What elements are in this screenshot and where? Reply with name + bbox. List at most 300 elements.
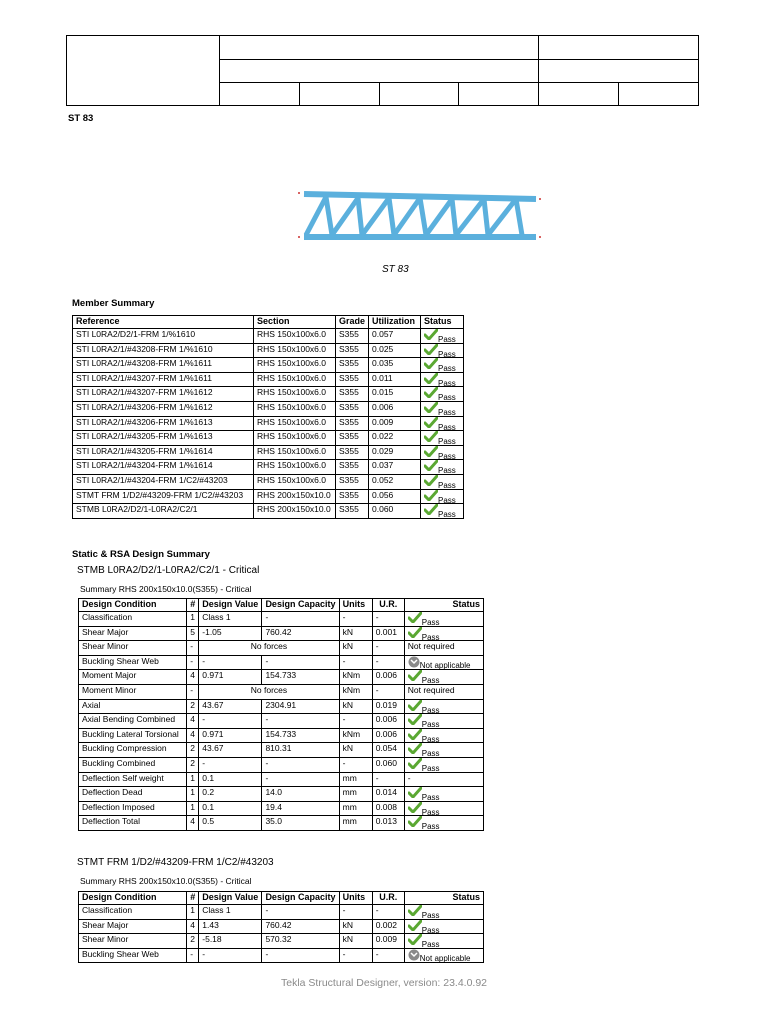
truss-web [488,199,516,235]
header-cell [539,36,699,60]
status-text: Pass [438,364,456,374]
table-cell: 0.006 [369,401,421,416]
status-cell [421,474,464,489]
table-row [73,431,464,446]
table-cell: 43.67 [199,699,262,714]
status-cell [421,343,464,358]
header-cell [379,83,459,106]
status-text: Pass [421,676,440,686]
table-cell: 4 [187,670,199,685]
table-cell: 2 [187,699,199,714]
table-cell: 0.001 [372,626,404,641]
table-cell: 1 [187,612,199,627]
table-cell: Classification [79,612,187,627]
table-cell: - [372,948,404,963]
table-cell: S355 [336,401,369,416]
truss-figure [290,185,550,245]
table-cell: STI L0RA2/1/#43206-FRM 1/%1612 [73,401,254,416]
table-cell: RHS 150x100x6.0 [254,329,336,344]
table-cell: 4 [187,728,199,743]
table-cell: 1 [187,787,199,802]
table-cell: 19.4 [262,801,339,816]
col-header: # [187,599,199,612]
table-cell: Shear Minor [79,641,187,656]
table-row [73,329,464,344]
table-cell: No forces [199,641,339,656]
table-row [73,358,464,373]
table-cell: Class 1 [199,612,262,627]
table-cell: STI L0RA2/1/#43207-FRM 1/%1612 [73,387,254,402]
table-cell: 4 [187,714,199,729]
table-row [73,416,464,431]
table-row [79,905,484,920]
truss-web [332,198,358,235]
static-design-table [78,598,484,831]
table-cell: Axial Bending Combined [79,714,187,729]
table-cell: 0.013 [372,816,404,831]
table-cell: mm [339,787,372,802]
header-logo-cell [67,36,220,106]
table-cell: Deflection Imposed [79,801,187,816]
table-cell: STMB L0RA2/D2/1-L0RA2/C2/1 [73,504,254,519]
table-cell: S355 [336,504,369,519]
table-cell: - [339,905,372,920]
table-row [73,460,464,475]
table-cell: - [372,905,404,920]
table-cell: 760.42 [262,626,339,641]
table-row [79,655,484,670]
table-cell: - [339,714,372,729]
table-cell: 0.019 [372,699,404,714]
table-cell: - [187,655,199,670]
table-row [79,948,484,963]
status-cell [421,358,464,373]
table-cell: - [262,612,339,627]
col-header: Status [421,316,464,329]
table-cell: 2304.91 [262,699,339,714]
table-cell: STI L0RA2/1/#43205-FRM 1/%1614 [73,445,254,460]
table-cell: S355 [336,329,369,344]
table-row [73,445,464,460]
table-row [79,626,484,641]
status-cell [404,655,483,670]
truss-web [452,199,456,235]
table-cell: Class 1 [199,905,262,920]
table-cell: RHS 200x150x10.0 [254,489,336,504]
check-icon [424,490,438,501]
status-cell [404,934,483,949]
table-cell: STI L0RA2/1/#43208-FRM 1/%1610 [73,343,254,358]
table-cell: - [199,757,262,772]
col-header: Design Condition [79,892,187,905]
table-cell: 4 [187,816,199,831]
table-cell: mm [339,816,372,831]
table-cell: 0.006 [372,714,404,729]
table-cell: STI L0RA2/1/#43206-FRM 1/%1613 [73,416,254,431]
table-cell: 0.009 [372,934,404,949]
table-cell: RHS 150x100x6.0 [254,387,336,402]
table-row [79,728,484,743]
table-row [79,919,484,934]
static-summary-heading: Static & RSA Design Summary [72,549,210,560]
table-cell: mm [339,801,372,816]
table-row [79,787,484,802]
table-cell: 0.2 [199,787,262,802]
table-cell: Shear Major [79,919,187,934]
status-cell [404,612,483,627]
table-cell: 0.971 [199,728,262,743]
table-cell: - [199,948,262,963]
table-cell: Deflection Total [79,816,187,831]
table-cell: Classification [79,905,187,920]
support-node [539,236,541,238]
status-text: Pass [421,705,440,715]
table-row [79,699,484,714]
table-cell: STI L0RA2/1/#43204-FRM 1/C2/#43203 [73,474,254,489]
member-summary-table [72,315,464,519]
table-cell: Buckling Compression [79,743,187,758]
table-cell: S355 [336,460,369,475]
status-text: Pass [421,618,440,627]
truss-web [358,198,362,235]
col-header: Grade [336,316,369,329]
header-cell [539,83,619,106]
check-icon [408,934,422,945]
status-cell: - [404,772,483,787]
status-text: Pass [421,925,440,935]
table-row [79,801,484,816]
status-cell [404,905,483,920]
check-icon [424,358,438,369]
header-cell [619,83,699,106]
table-cell: S355 [336,416,369,431]
status-cell [404,714,483,729]
status-cell: Not required [404,641,483,656]
table-cell: STI L0RA2/D2/1-FRM 1/%1610 [73,329,254,344]
table-cell: - [187,948,199,963]
table-row [73,504,464,519]
status-cell [421,460,464,475]
table-row [73,474,464,489]
table-cell: Deflection Dead [79,787,187,802]
status-text: Pass [438,378,456,388]
truss-drawing [304,194,536,237]
not-applicable-icon [408,949,420,961]
status-text: Pass [438,495,456,505]
status-cell [421,329,464,344]
status-text: Pass [421,734,440,744]
table-cell: kNm [339,684,372,699]
table-cell: mm [339,772,372,787]
check-icon [424,504,438,515]
check-icon [424,387,438,398]
table-cell: 0.1 [199,801,262,816]
table-cell: - [339,757,372,772]
table-row [73,372,464,387]
status-text: Pass [438,393,456,403]
table-cell: 0.057 [369,329,421,344]
table-row [79,934,484,949]
static-summary-line: Summary RHS 200x150x10.0(S355) - Critical [80,584,252,594]
status-cell [421,504,464,519]
status-cell [404,948,483,963]
table-cell: - [339,612,372,627]
header-cell [220,36,539,60]
figure-caption: ST 83 [382,264,409,275]
table-cell: - [372,641,404,656]
check-icon [408,627,422,638]
static-summary-subheading: STMB L0RA2/D2/1-L0RA2/C2/1 - Critical [77,565,260,576]
check-icon [424,329,438,340]
table-cell: 1.43 [199,919,262,934]
table-row [79,757,484,772]
second-summary-subheading: STMT FRM 1/D2/#43209-FRM 1/C2/#43203 [77,857,274,868]
table-cell: 0.015 [369,387,421,402]
truss-web [426,199,452,235]
table-cell: kN [339,743,372,758]
table-cell: Deflection Self weight [79,772,187,787]
status-text: Not applicable [419,953,471,963]
status-cell [404,787,483,802]
table-row [79,641,484,656]
check-icon [424,431,438,442]
table-cell: 0.011 [369,372,421,387]
status-text: Pass [421,911,440,920]
table-row [79,670,484,685]
status-cell [421,387,464,402]
table-cell: kNm [339,728,372,743]
header-cell [220,60,539,83]
check-icon [408,816,422,827]
truss-web [484,199,488,235]
truss-web [362,198,389,235]
not-applicable-icon [408,656,420,668]
table-cell: -1.05 [199,626,262,641]
table-cell: RHS 150x100x6.0 [254,401,336,416]
col-header: Status [404,892,483,905]
table-cell: - [262,655,339,670]
check-icon [408,905,422,916]
table-cell: Moment Major [79,670,187,685]
status-text: Pass [421,749,440,759]
col-header: Status [404,599,483,612]
col-header: Design Capacity [262,599,339,612]
table-cell: 0.035 [369,358,421,373]
table-cell: STI L0RA2/1/#43204-FRM 1/%1614 [73,460,254,475]
status-text: Pass [421,807,440,817]
header-cell [299,83,379,106]
table-cell: 0.022 [369,431,421,446]
check-icon [408,700,422,711]
status-cell [404,670,483,685]
support-node [298,192,300,194]
table-cell: 1 [187,772,199,787]
status-text: Pass [421,720,440,730]
status-text: Pass [438,422,456,432]
table-cell: - [187,641,199,656]
table-cell: 0.025 [369,343,421,358]
check-icon [424,344,438,355]
status-text: Pass [438,335,456,344]
status-cell [404,699,483,714]
table-cell: 0.009 [369,416,421,431]
table-cell: 154.733 [262,728,339,743]
status-cell [421,416,464,431]
status-text: Pass [438,510,456,520]
status-cell [404,919,483,934]
check-icon [408,670,422,681]
table-cell: S355 [336,445,369,460]
col-header: Section [254,316,336,329]
col-header: Design Value [199,599,262,612]
member-summary-heading: Member Summary [72,298,155,309]
col-header: U.R. [372,892,404,905]
table-cell: 2 [187,757,199,772]
header-grid [66,35,699,106]
table-cell: 0.014 [372,787,404,802]
table-cell: S355 [336,387,369,402]
table-cell: - [262,905,339,920]
status-text: Pass [421,632,440,642]
check-icon [408,714,422,725]
check-icon [408,920,422,931]
table-cell: S355 [336,489,369,504]
table-cell: RHS 150x100x6.0 [254,416,336,431]
table-cell: Axial [79,699,187,714]
check-icon [408,729,422,740]
table-cell: 570.32 [262,934,339,949]
table-cell: kN [339,699,372,714]
table-cell: RHS 150x100x6.0 [254,372,336,387]
support-node [298,236,300,238]
second-summary-line: Summary RHS 200x150x10.0(S355) - Critical [80,876,252,886]
table-row [73,343,464,358]
table-cell: S355 [336,474,369,489]
status-cell [404,816,483,831]
col-header: Design Value [199,892,262,905]
status-text: Pass [438,480,456,490]
table-cell: 0.1 [199,772,262,787]
table-row [79,816,484,831]
status-cell [421,489,464,504]
check-icon [408,612,422,623]
col-header: # [187,892,199,905]
table-cell: 0.002 [372,919,404,934]
status-text: Pass [438,466,456,476]
table-row [79,612,484,627]
table-cell: 43.67 [199,743,262,758]
truss-web [326,197,332,235]
table-cell: S355 [336,343,369,358]
table-cell: - [372,612,404,627]
col-header: Reference [73,316,254,329]
table-row [73,387,464,402]
check-icon [424,446,438,457]
col-header: Design Condition [79,599,187,612]
col-header: Units [339,892,372,905]
truss-web [306,197,326,235]
check-icon [408,787,422,798]
status-text: Pass [421,822,440,832]
table-cell: S355 [336,372,369,387]
status-text: Pass [438,407,456,417]
table-cell: 0.006 [372,728,404,743]
support-node [539,198,541,200]
table-cell: RHS 150x100x6.0 [254,474,336,489]
check-icon [424,460,438,471]
truss-web [420,198,426,235]
table-cell: 2 [187,743,199,758]
table-cell: - [372,655,404,670]
table-cell: STI L0RA2/1/#43208-FRM 1/%1611 [73,358,254,373]
table-cell: - [262,757,339,772]
check-icon [424,417,438,428]
table-cell: RHS 150x100x6.0 [254,358,336,373]
table-cell: 0.060 [369,504,421,519]
status-text: Not applicable [419,660,471,670]
check-icon [408,743,422,754]
table-cell: 0.037 [369,460,421,475]
truss-web [516,199,522,235]
page-footer: Tekla Structural Designer, version: 23.4.0.92 [281,977,488,989]
table-cell: kNm [339,670,372,685]
header-cell [539,60,699,83]
table-cell: STI L0RA2/1/#43207-FRM 1/%1611 [73,372,254,387]
table-cell: - [262,714,339,729]
status-text: Pass [438,437,456,447]
table-cell: 0.056 [369,489,421,504]
table-cell: 154.733 [262,670,339,685]
table-cell: Buckling Shear Web [79,655,187,670]
table-cell: 0.008 [372,801,404,816]
status-text: Pass [438,349,456,359]
table-cell: Buckling Shear Web [79,948,187,963]
table-cell: STI L0RA2/1/#43205-FRM 1/%1613 [73,431,254,446]
check-icon [424,475,438,486]
header-cell [459,83,539,106]
col-header: U.R. [372,599,404,612]
table-cell: 0.052 [369,474,421,489]
status-text: Pass [421,793,440,803]
table-cell: 0.971 [199,670,262,685]
table-cell: 0.5 [199,816,262,831]
table-cell: 5 [187,626,199,641]
check-icon [408,802,422,813]
table-cell: - [262,948,339,963]
status-text: Pass [438,451,456,461]
col-header: Design Capacity [262,892,339,905]
table-cell: 1 [187,905,199,920]
table-cell: 14.0 [262,787,339,802]
status-cell [421,401,464,416]
truss-web [394,198,420,235]
table-cell: RHS 150x100x6.0 [254,460,336,475]
table-cell: - [199,714,262,729]
table-cell: RHS 150x100x6.0 [254,445,336,460]
table-cell: 0.029 [369,445,421,460]
table-cell: 2 [187,934,199,949]
header-cell [220,83,300,106]
table-cell: 760.42 [262,919,339,934]
table-cell: 0.006 [372,670,404,685]
table-cell: kN [339,641,372,656]
table-row [73,489,464,504]
status-cell [404,728,483,743]
table-row [79,684,484,699]
check-icon [424,402,438,413]
table-cell: S355 [336,358,369,373]
table-cell: - [339,948,372,963]
